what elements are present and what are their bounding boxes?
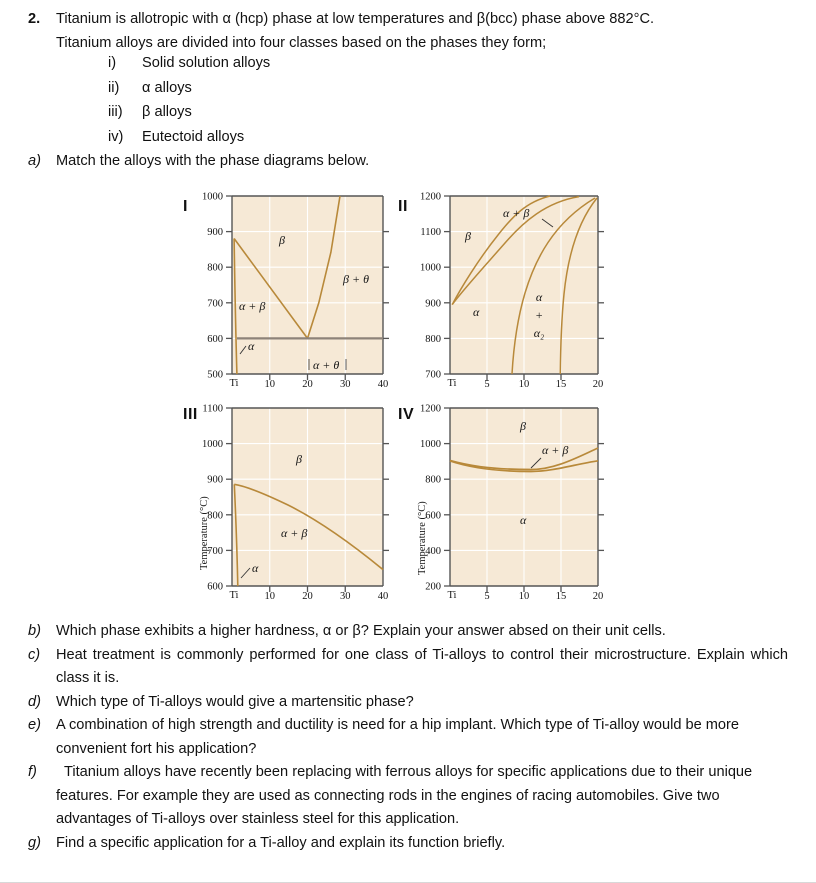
xtick-label-IV-1: 5 (484, 591, 490, 600)
yticks-II (444, 196, 450, 374)
phase-diagram-IV (398, 400, 613, 600)
list-item (108, 51, 816, 76)
question-stem (28, 8, 788, 55)
ytick-label-III-4: 1000 (202, 439, 223, 451)
class-num-iv: iv) (108, 128, 124, 145)
question-stem-line1 (28, 8, 788, 32)
question-part-d (28, 691, 788, 715)
diagram-label-I: I (183, 198, 188, 215)
ytick-label-IV-4: 1000 (420, 439, 441, 451)
list-item (108, 76, 816, 101)
xtick-label-II-3: 15 (555, 379, 567, 388)
chart-svg-II (398, 188, 613, 388)
xtick-label-IV-0: Ti (447, 590, 457, 600)
ytick-label-I-5: 1000 (202, 191, 223, 203)
question-stem-text-1: Titanium is allotropic with α (hcp) phase at low temperatures and β(bcc) phase above 882°C. (56, 11, 655, 27)
chart-svg-III (183, 400, 395, 600)
part-text-d: Which type of Ti-alloys would give a martensitic phase? (56, 693, 414, 710)
ytick-label-II-5: 1200 (420, 191, 441, 203)
xtick-label-III-4: 40 (377, 591, 389, 600)
ytick-label-IV-2: 600 (425, 510, 441, 522)
xtick-label-III-1: 10 (264, 591, 275, 600)
class-label-iv: Eutectoid alloys (142, 128, 245, 145)
ytick-label-II-3: 1000 (420, 262, 441, 274)
region-label-II-beta: β (465, 229, 471, 243)
question-part-c (28, 644, 788, 691)
part-id-d: d) (28, 693, 41, 710)
yticks-right-III (383, 444, 389, 551)
xtick-label-II-4: 20 (592, 379, 604, 388)
diagram-label-IV: IV (398, 406, 415, 423)
phase-diagram-II (398, 188, 613, 388)
question-parts-bottom (28, 620, 788, 855)
question-part-b (28, 620, 788, 644)
ytick-label-II-0: 700 (425, 369, 441, 381)
part-text-a: Match the alloys with the phase diagrams below. (56, 153, 370, 169)
xtick-label-I-1: 10 (264, 379, 275, 388)
xtick-label-IV-2: 10 (518, 591, 530, 600)
ytick-label-IV-0: 200 (425, 581, 441, 593)
region-label-III-alpha-beta: α + β (281, 526, 308, 540)
part-id-a: a) (28, 153, 41, 169)
phase-diagram-figure-group (0, 188, 816, 616)
xtick-label-IV-4: 20 (592, 591, 604, 600)
yticks-I (226, 196, 232, 374)
xtick-label-II-0: Ti (447, 378, 457, 388)
part-id-c: c) (28, 646, 41, 663)
class-label-ii: α alloys (142, 79, 192, 96)
xtick-label-I-3: 30 (340, 379, 351, 388)
list-item (108, 125, 816, 150)
yticks-III (226, 408, 232, 586)
part-text-b: Which phase exhibits a higher hardness, α or β? Explain your answer absed on their unit cells. (56, 623, 666, 639)
xtick-label-II-2: 10 (518, 379, 530, 388)
ytick-label-I-3: 800 (207, 262, 223, 274)
region-label-II-alpha2-b: α₂ (533, 326, 545, 340)
ytick-label-III-2: 800 (207, 510, 223, 522)
question-number: 2. (28, 11, 41, 27)
phase-diagram-I (183, 188, 395, 388)
part-id-e: e) (28, 717, 41, 733)
ytick-label-II-2: 900 (425, 298, 441, 310)
ytick-label-III-0: 600 (207, 581, 223, 593)
yticks-IV (444, 408, 450, 586)
ytick-label-III-5: 1100 (202, 403, 223, 415)
region-label-I-alpha-theta: α + θ (313, 358, 340, 372)
ytick-label-I-0: 500 (207, 369, 223, 381)
part-text-g: Find a specific application for a Ti-alloy and explain its function briefly. (56, 834, 506, 851)
part-text-e: A combination of high strength and ductility is need for a hip implant. Which type of Ti-alloy would be more convenient fort his application? (56, 717, 740, 757)
class-num-iii: iii) (108, 104, 123, 120)
alloy-class-list (108, 51, 816, 149)
region-label-IV-alpha-beta: α + β (542, 443, 569, 457)
region-label-II-alpha2-a: α (535, 290, 543, 304)
yticks-right-I (383, 232, 389, 339)
region-label-I-alpha: α (248, 339, 255, 353)
region-label-II-alpha2-plus: + (534, 308, 544, 322)
part-id-f: f) (28, 764, 37, 780)
xtick-label-II-1: 5 (484, 379, 490, 388)
chart-svg-I (183, 188, 395, 388)
question-stem-text-2: Titanium alloys are divided into four classes based on the phases they form; (56, 34, 547, 51)
ytick-label-II-1: 800 (425, 333, 441, 345)
chart-svg-IV (398, 400, 613, 600)
xtick-label-I-4: 40 (377, 379, 389, 388)
part-id-g: g) (28, 834, 41, 851)
class-num-i: i) (108, 55, 117, 71)
yticks-right-IV (598, 444, 604, 551)
ytick-label-I-1: 600 (207, 333, 223, 345)
ytick-label-I-4: 900 (207, 227, 223, 239)
ytick-label-III-3: 900 (207, 474, 223, 486)
ytick-label-I-2: 700 (207, 298, 223, 310)
part-id-b: b) (28, 623, 41, 639)
class-label-i: Solid solution alloys (142, 55, 271, 71)
phase-diagram-III (183, 400, 395, 600)
class-label-iii: β alloys (142, 104, 192, 120)
region-label-III-beta: β (296, 452, 302, 466)
xtick-label-III-3: 30 (340, 591, 351, 600)
ytick-label-III-1: 700 (207, 545, 223, 557)
list-item (108, 100, 816, 125)
yticks-right-II (598, 232, 604, 339)
xtick-label-IV-3: 15 (555, 591, 567, 600)
question-part-a (28, 150, 788, 174)
class-num-ii: ii) (108, 79, 120, 96)
part-text-f: Titanium alloys have recently been replacing with ferrous alloys for specific applications due to their unique features. For example they are used as connecting rods in the engines of racing automobiles. Give two advantages of Ti-alloys over stainless steel for this application. (56, 764, 753, 827)
ytick-label-II-4: 1100 (420, 227, 441, 239)
region-label-IV-beta: β (520, 419, 526, 433)
question-part-f (28, 761, 788, 832)
ytick-label-IV-5: 1200 (420, 403, 441, 415)
xtick-label-III-2: 20 (302, 591, 313, 600)
region-label-IV-alpha: α (520, 513, 527, 527)
question-part-g (28, 832, 788, 856)
axis-title-III: Temperature (°C) (199, 496, 210, 570)
xtick-label-III-0: Ti (229, 590, 239, 600)
region-label-I-alpha-beta: α + β (239, 299, 266, 313)
diagram-label-II: II (398, 198, 408, 215)
region-label-II-alpha: α (473, 305, 480, 319)
xtick-label-I-2: 20 (302, 379, 313, 388)
ytick-label-IV-3: 800 (425, 474, 441, 486)
xtick-label-I-0: Ti (229, 378, 239, 388)
region-label-I-beta: β (279, 233, 285, 247)
region-label-III-alpha: α (252, 561, 259, 575)
diagram-label-III: III (183, 406, 198, 423)
axis-title-IV: Temperature (°C) (417, 501, 428, 575)
region-label-II-alpha-beta: α + β (503, 206, 530, 220)
ytick-label-IV-1: 400 (425, 545, 441, 557)
part-text-c: Heat treatment is commonly performed for one class of Ti-alloys to control their microstructure. Explain which class it is. (56, 646, 788, 686)
question-part-e (28, 714, 788, 761)
region-label-I-beta-theta: β + θ (343, 272, 369, 286)
